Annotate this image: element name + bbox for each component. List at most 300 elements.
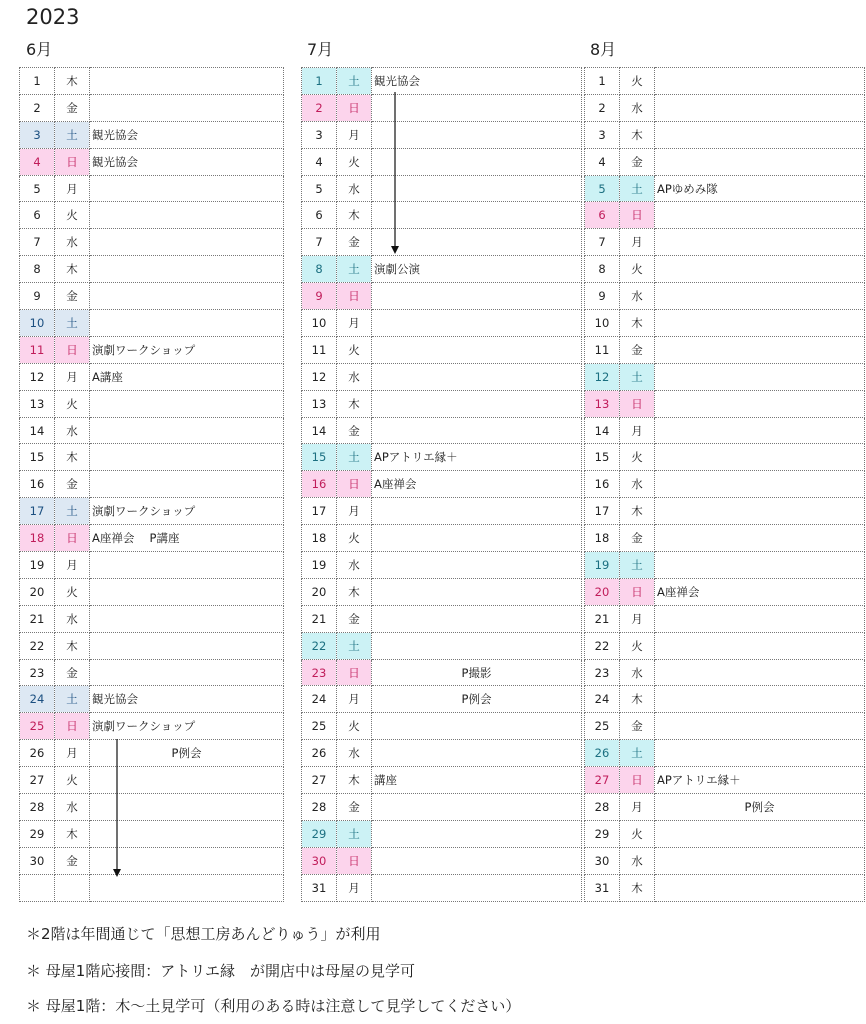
event-cell: [90, 390, 284, 417]
day-number: 24: [20, 686, 55, 713]
day-number: [20, 874, 55, 901]
calendar-row: [302, 659, 582, 686]
weekday: 木: [337, 202, 372, 229]
calendar-row: [20, 471, 284, 498]
weekday: 金: [55, 94, 90, 121]
day-number: 9: [585, 283, 620, 310]
day-number: 28: [585, 794, 620, 821]
calendar-row: [20, 256, 284, 283]
weekday: 火: [55, 202, 90, 229]
event-cell: [90, 605, 284, 632]
event-cell: APアトリエ縁＋: [372, 444, 582, 471]
event-cell: [655, 363, 865, 390]
event-cell: [90, 444, 284, 471]
weekday: 水: [55, 794, 90, 821]
calendar-row: [20, 175, 284, 202]
day-number: 4: [302, 148, 337, 175]
calendar-row: [20, 552, 284, 579]
weekday: 土: [620, 175, 655, 202]
weekday: 日: [55, 525, 90, 552]
weekday: 金: [620, 148, 655, 175]
event-cell: [372, 498, 582, 525]
weekday: 日: [337, 659, 372, 686]
weekday: 木: [620, 686, 655, 713]
event-cell: [655, 632, 865, 659]
day-number: 21: [302, 605, 337, 632]
day-number: 10: [585, 310, 620, 337]
weekday: 金: [55, 847, 90, 874]
weekday: 火: [620, 820, 655, 847]
weekday: 日: [620, 767, 655, 794]
calendar-row: [302, 148, 582, 175]
calendar-row: [585, 552, 865, 579]
calendar-row: [585, 767, 865, 794]
event-cell: P撮影: [372, 659, 582, 686]
calendar-row: [302, 740, 582, 767]
day-number: 16: [302, 471, 337, 498]
day-number: 7: [20, 229, 55, 256]
calendar-row: [585, 336, 865, 363]
calendar-row: [20, 283, 284, 310]
weekday: 木: [620, 121, 655, 148]
calendar-row: [302, 229, 582, 256]
calendar-row: [20, 444, 284, 471]
calendar-row: [302, 363, 582, 390]
day-number: 16: [585, 471, 620, 498]
arrow-june-continuation: [108, 735, 128, 880]
calendar-row: [585, 874, 865, 901]
weekday: 水: [620, 283, 655, 310]
arrow-july-event-span: [386, 90, 406, 260]
weekday: 土: [620, 740, 655, 767]
weekday: 月: [337, 498, 372, 525]
weekday: 月: [620, 605, 655, 632]
event-cell: [372, 552, 582, 579]
event-cell: [655, 605, 865, 632]
event-cell: APゆめみ隊: [655, 175, 865, 202]
calendar-row: [585, 94, 865, 121]
event-cell: [372, 713, 582, 740]
day-number: 20: [302, 578, 337, 605]
day-number: 5: [20, 175, 55, 202]
event-cell: A座禅会: [655, 578, 865, 605]
calendar-row: [585, 605, 865, 632]
event-cell: [372, 310, 582, 337]
weekday: 月: [337, 874, 372, 901]
weekday: 火: [337, 336, 372, 363]
day-number: 17: [20, 498, 55, 525]
calendar-row: [20, 94, 284, 121]
calendar-row: [302, 444, 582, 471]
calendar-row: [20, 229, 284, 256]
calendar-row: [20, 767, 284, 794]
day-number: 4: [20, 148, 55, 175]
event-cell: [655, 94, 865, 121]
calendar-row: [20, 632, 284, 659]
day-number: 27: [585, 767, 620, 794]
weekday: 木: [337, 578, 372, 605]
calendar-row: [302, 552, 582, 579]
calendar-august: [584, 67, 865, 902]
calendar-row: [585, 847, 865, 874]
day-number: 30: [302, 847, 337, 874]
calendar-row: [585, 578, 865, 605]
weekday: 日: [55, 148, 90, 175]
day-number: 24: [585, 686, 620, 713]
calendar-row: [585, 283, 865, 310]
calendar-row: [302, 336, 582, 363]
calendar-row: [20, 820, 284, 847]
weekday: 金: [55, 283, 90, 310]
event-cell: [655, 498, 865, 525]
calendar-row: [585, 229, 865, 256]
day-number: 25: [20, 713, 55, 740]
day-number: 3: [585, 121, 620, 148]
weekday: 金: [620, 713, 655, 740]
day-number: 7: [585, 229, 620, 256]
event-cell: 講座: [372, 767, 582, 794]
calendar-row: [302, 68, 582, 95]
event-cell: A座禅会: [372, 471, 582, 498]
weekday: 日: [620, 202, 655, 229]
calendar-row: [302, 632, 582, 659]
event-cell: [655, 820, 865, 847]
calendar-row: [585, 498, 865, 525]
weekday: 木: [620, 498, 655, 525]
calendar-row: [302, 847, 582, 874]
event-cell: [372, 794, 582, 821]
day-number: 12: [585, 363, 620, 390]
event-cell: [372, 283, 582, 310]
event-cell: 観光協会: [372, 68, 582, 95]
calendar-row: [302, 471, 582, 498]
day-number: 23: [20, 659, 55, 686]
calendar-july: [301, 67, 582, 902]
event-cell: [372, 390, 582, 417]
day-number: 29: [585, 820, 620, 847]
calendar-row: [20, 121, 284, 148]
event-cell: 演劇ワークショップ: [90, 713, 284, 740]
event-cell: 観光協会: [90, 148, 284, 175]
day-number: 26: [20, 740, 55, 767]
calendar-row: [302, 874, 582, 901]
event-cell: [372, 632, 582, 659]
weekday: 金: [55, 471, 90, 498]
day-number: 14: [20, 417, 55, 444]
calendar-row: [302, 202, 582, 229]
calendar-row: [20, 578, 284, 605]
weekday: 金: [337, 794, 372, 821]
calendar-row: [302, 121, 582, 148]
day-number: 11: [302, 336, 337, 363]
event-cell: [90, 175, 284, 202]
day-number: 27: [302, 767, 337, 794]
event-cell: P例会: [655, 794, 865, 821]
event-cell: [90, 94, 284, 121]
weekday: 土: [55, 498, 90, 525]
calendar-row: [20, 363, 284, 390]
weekday: 日: [337, 471, 372, 498]
month-label-august: 8月: [590, 40, 617, 59]
weekday: 木: [55, 632, 90, 659]
weekday: 火: [620, 444, 655, 471]
weekday: 土: [337, 820, 372, 847]
weekday: 木: [55, 444, 90, 471]
day-number: 28: [302, 794, 337, 821]
weekday: 火: [337, 525, 372, 552]
day-number: 13: [302, 390, 337, 417]
event-cell: [655, 552, 865, 579]
day-number: 11: [585, 336, 620, 363]
weekday: 土: [55, 686, 90, 713]
day-number: 16: [20, 471, 55, 498]
calendar-row: [585, 363, 865, 390]
weekday: 水: [337, 175, 372, 202]
day-number: 29: [302, 820, 337, 847]
calendar-row: [585, 256, 865, 283]
event-cell: [372, 417, 582, 444]
event-cell: [655, 417, 865, 444]
weekday: 水: [337, 552, 372, 579]
calendar-row: [302, 820, 582, 847]
weekday: 日: [337, 283, 372, 310]
calendar-row: [585, 175, 865, 202]
weekday: 火: [620, 632, 655, 659]
event-cell: [655, 390, 865, 417]
calendar-row: [302, 767, 582, 794]
event-cell: 演劇ワークショップ: [90, 498, 284, 525]
calendar-row: [302, 578, 582, 605]
event-cell: [90, 256, 284, 283]
calendar-row: [302, 175, 582, 202]
event-cell: [655, 525, 865, 552]
weekday: 土: [55, 121, 90, 148]
calendar-row: [585, 390, 865, 417]
day-number: 9: [20, 283, 55, 310]
weekday: 火: [337, 148, 372, 175]
event-cell: [90, 632, 284, 659]
day-number: 26: [302, 740, 337, 767]
day-number: 1: [20, 68, 55, 95]
weekday: 土: [620, 363, 655, 390]
month-label-july: 7月: [307, 40, 334, 59]
calendar-row: [585, 713, 865, 740]
weekday: 火: [337, 713, 372, 740]
day-number: 8: [20, 256, 55, 283]
weekday: 月: [620, 417, 655, 444]
calendar-row: [20, 310, 284, 337]
day-number: 28: [20, 794, 55, 821]
calendar-row: [20, 686, 284, 713]
weekday: 土: [337, 632, 372, 659]
event-cell: [372, 847, 582, 874]
calendar-row: [585, 68, 865, 95]
event-cell: [372, 820, 582, 847]
weekday: 水: [620, 471, 655, 498]
weekday: 水: [620, 659, 655, 686]
day-number: 13: [20, 390, 55, 417]
calendar-row: [302, 390, 582, 417]
event-cell: 観光協会: [90, 121, 284, 148]
event-cell: [372, 740, 582, 767]
event-cell: P例会: [372, 686, 582, 713]
calendar-row: [585, 794, 865, 821]
day-number: 9: [302, 283, 337, 310]
note-line-2: ＊ 母屋1階応接間：アトリエ縁 が開店中は母屋の見学可: [26, 962, 416, 980]
weekday: 日: [620, 390, 655, 417]
day-number: 22: [20, 632, 55, 659]
event-cell: [655, 121, 865, 148]
event-cell: [90, 659, 284, 686]
day-number: 8: [585, 256, 620, 283]
day-number: 24: [302, 686, 337, 713]
day-number: 5: [302, 175, 337, 202]
calendar-row: [302, 713, 582, 740]
event-cell: [655, 202, 865, 229]
event-cell: [90, 229, 284, 256]
day-number: 23: [302, 659, 337, 686]
weekday: 水: [55, 417, 90, 444]
calendar-row: [20, 417, 284, 444]
day-number: 2: [20, 94, 55, 121]
event-cell: [90, 310, 284, 337]
weekday: [55, 874, 90, 901]
calendar-row: [302, 498, 582, 525]
event-cell: A講座: [90, 363, 284, 390]
weekday: 水: [337, 740, 372, 767]
day-number: 7: [302, 229, 337, 256]
day-number: 27: [20, 767, 55, 794]
calendar-row: [585, 686, 865, 713]
day-number: 5: [585, 175, 620, 202]
calendar-row: [302, 686, 582, 713]
event-cell: [90, 552, 284, 579]
event-cell: 演劇ワークショップ: [90, 336, 284, 363]
calendar-row: [585, 310, 865, 337]
event-cell: [655, 148, 865, 175]
weekday: 月: [337, 310, 372, 337]
calendar-row: [302, 525, 582, 552]
calendar-row: [585, 632, 865, 659]
event-cell: [90, 578, 284, 605]
calendar-june: [19, 67, 284, 902]
weekday: 土: [620, 552, 655, 579]
calendar-row: [302, 605, 582, 632]
day-number: 11: [20, 336, 55, 363]
day-number: 25: [302, 713, 337, 740]
event-cell: [90, 283, 284, 310]
weekday: 日: [337, 94, 372, 121]
calendar-row: [20, 659, 284, 686]
weekday: 日: [620, 578, 655, 605]
weekday: 月: [337, 121, 372, 148]
weekday: 木: [620, 310, 655, 337]
calendar-row: [585, 444, 865, 471]
weekday: 月: [337, 686, 372, 713]
calendar-row: [20, 202, 284, 229]
event-cell: [655, 310, 865, 337]
weekday: 金: [620, 525, 655, 552]
calendar-row: [302, 417, 582, 444]
day-number: 10: [20, 310, 55, 337]
day-number: 15: [302, 444, 337, 471]
calendar-row: [20, 525, 284, 552]
event-cell: [655, 713, 865, 740]
day-number: 6: [20, 202, 55, 229]
calendar-row: [20, 874, 284, 901]
day-number: 31: [585, 874, 620, 901]
weekday: 木: [55, 256, 90, 283]
calendar-row: [585, 121, 865, 148]
calendar-row: [585, 525, 865, 552]
event-cell: [372, 874, 582, 901]
weekday: 月: [620, 229, 655, 256]
day-number: 19: [585, 552, 620, 579]
day-number: 19: [20, 552, 55, 579]
day-number: 2: [585, 94, 620, 121]
day-number: 8: [302, 256, 337, 283]
weekday: 月: [55, 363, 90, 390]
calendar-row: [20, 336, 284, 363]
day-number: 3: [20, 121, 55, 148]
weekday: 火: [620, 68, 655, 95]
event-cell: [90, 471, 284, 498]
day-number: 18: [585, 525, 620, 552]
event-cell: [655, 444, 865, 471]
calendar-row: [302, 310, 582, 337]
weekday: 木: [620, 874, 655, 901]
weekday: 金: [337, 417, 372, 444]
calendar-row: [20, 498, 284, 525]
day-number: 22: [585, 632, 620, 659]
weekday: 木: [337, 390, 372, 417]
weekday: 土: [337, 68, 372, 95]
weekday: 金: [337, 229, 372, 256]
event-cell: [372, 336, 582, 363]
day-number: 22: [302, 632, 337, 659]
calendar-row: [20, 148, 284, 175]
calendar-row: [585, 202, 865, 229]
weekday: 金: [337, 605, 372, 632]
weekday: 月: [55, 175, 90, 202]
day-number: 30: [20, 847, 55, 874]
calendar-row: [302, 256, 582, 283]
event-cell: [655, 659, 865, 686]
event-cell: [655, 874, 865, 901]
day-number: 15: [585, 444, 620, 471]
day-number: 12: [302, 363, 337, 390]
day-number: 10: [302, 310, 337, 337]
day-number: 30: [585, 847, 620, 874]
event-cell: [655, 229, 865, 256]
day-number: 29: [20, 820, 55, 847]
day-number: 20: [20, 578, 55, 605]
weekday: 土: [337, 256, 372, 283]
calendar-row: [585, 148, 865, 175]
calendar-row: [302, 794, 582, 821]
day-number: 6: [585, 202, 620, 229]
event-cell: 演劇公演: [372, 256, 582, 283]
weekday: 月: [620, 794, 655, 821]
event-cell: [372, 605, 582, 632]
calendar-row: [20, 605, 284, 632]
calendar-row: [302, 94, 582, 121]
calendar-row: [20, 847, 284, 874]
weekday: 火: [55, 767, 90, 794]
day-number: 1: [302, 68, 337, 95]
day-number: 26: [585, 740, 620, 767]
day-number: 18: [302, 525, 337, 552]
